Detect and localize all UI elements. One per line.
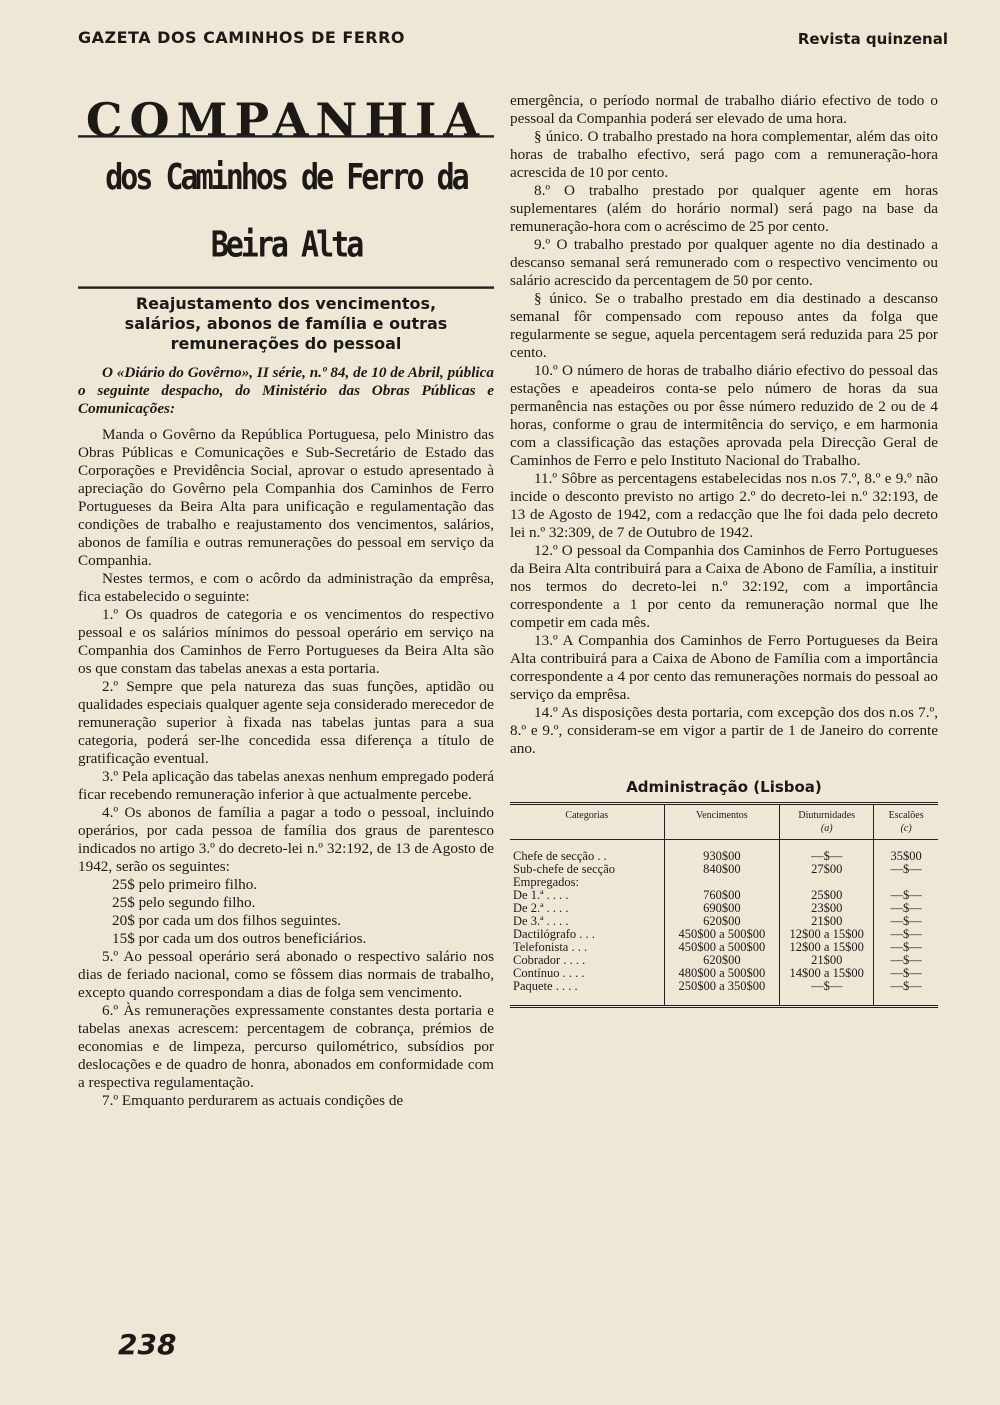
table-cell-diut: 27$00 <box>780 863 874 876</box>
table-cell-venc: 930$00 <box>664 840 780 864</box>
paragraph: 9.º O trabalho prestado por qualquer agente no dia destinado a descanso semanal será remunerado com o respectivo vencimento ou salário acrescido da percentagem de 50 por cento. <box>510 236 938 289</box>
paragraph: 4.º Os abonos de família a pagar a todo o pessoal, incluindo operários, por cada pessoa de família dos graus de parentesco indicados no artigo 3.º do decreto-lei n.º 32:192, de 13 de Agosto de 1942, serão os seguintes: <box>78 804 494 875</box>
paragraph: § único. O trabalho prestado na hora complementar, além das oito horas de trabalho efectivo, será pago com a remuneração-hora acrescida de 10 por cento. <box>510 128 938 181</box>
table-cell-diut: —$— <box>780 840 874 864</box>
allowance-item: 15$ por cada um dos outros beneficiários. <box>112 930 367 947</box>
table-cell-cat: Dactilógrafo . . . <box>513 927 595 941</box>
table-header-row <box>510 805 938 840</box>
table-title: Administração (Lisboa) <box>626 778 822 796</box>
table-cell-venc: 450$00 a 500$00 <box>664 941 780 954</box>
allowance-item: 25$ pelo primeiro filho. <box>112 876 258 893</box>
table-cell-esc: —$— <box>874 915 938 928</box>
table-cell-cat: De 1.ª . . . . <box>513 888 569 902</box>
table-cell-diut: 12$00 a 15$00 <box>780 928 874 941</box>
table-cell-venc: 250$00 a 350$00 <box>664 980 780 1005</box>
table-cell-esc: 35$00 <box>874 840 938 864</box>
page-number: 238 <box>118 1328 177 1361</box>
salary-table <box>510 805 938 1005</box>
paragraph: 13.º A Companhia dos Caminhos de Ferro Portugueses da Beira Alta contribuirá para a Caixa de Abono de Família com a importância correspondente a 4 por cento das remunerações normais do pessoal ao serviço da emprêsa. <box>510 632 938 703</box>
paragraph: 5.º Ao pessoal operário será abonado o respectivo salário nos dias de feriado nacional, como se fôssem dias normais de trabalho, excepto quando correspondam a dias de folga sem vencimento. <box>78 948 494 1001</box>
table-cell-esc: —$— <box>874 954 938 967</box>
paragraph: 6.º Às remunerações expressamente constantes desta portaria e tabelas anexas acrescem: percentagem de cobrança, prémios de economias e de limpeza, percurso quilométrico, subsídios por deslocações e de quadro de honra, abonados em conformidade com a respectiva regulamentação. <box>78 1002 494 1091</box>
table-cell-diut: 23$00 <box>780 902 874 915</box>
article-title-line1: COMPANHIA <box>85 93 487 147</box>
table-cell-cat: Empregados: <box>513 875 579 889</box>
table-cell-venc: 620$00 <box>664 915 780 928</box>
salary-table-frame <box>510 802 938 1008</box>
table-cell-cat: Chefe de secção . . <box>513 849 607 863</box>
article-intro: O «Diário do Govêrno», II série, n.º 84, de 10 de Abril, pública o seguinte despacho, do Ministério das Obras Públicas e Comunicações: <box>78 364 494 417</box>
allowance-item: 20$ por cada um dos filhos seguintes. <box>112 912 342 929</box>
table-cell-cat: De 2.ª . . . . <box>513 901 569 915</box>
paragraph: 7.º Emquanto perdurarem as actuais condições de <box>102 1092 404 1109</box>
publication-frequency: Revista quinzenal <box>797 30 948 48</box>
table-cell-esc: —$— <box>874 967 938 980</box>
table-cell-cat: Contínuo . . . . <box>513 966 585 980</box>
header-escaloes <box>874 805 938 840</box>
table-cell-esc: —$— <box>874 863 938 876</box>
paragraph: Nestes termos, e com o acôrdo da administração da emprêsa, fica estabelecido o seguinte: <box>78 570 494 605</box>
table-cell-diut: —$— <box>780 980 874 1005</box>
table-cell-diut: 25$00 <box>780 889 874 902</box>
header-diuturnidades-note: (a) <box>820 823 833 834</box>
table-cell-esc: —$— <box>874 889 938 902</box>
left-column <box>78 92 494 1110</box>
table-cell-esc: —$— <box>874 941 938 954</box>
paragraph: 14.º As disposições desta portaria, com excepção dos dos n.os 7.º, 8.º e 9.º, consideram-se em vigor a partir de 1 de Janeiro do corrente ano. <box>510 704 938 757</box>
paragraph: 2.º Sempre que pela natureza das suas funções, aptidão ou qualidades especiais qualquer agente seja considerado merecedor de remuneração superior à fixada nas tabelas juntas para a sua categoria, poderá ser-lhe concedida essa diferença a título de gratificação eventual. <box>78 678 494 767</box>
header-categorias: Categorias <box>510 805 664 840</box>
table-cell-esc: —$— <box>874 980 938 1005</box>
table-cell-venc: 760$00 <box>664 889 780 902</box>
table-cell-cat: De 3.ª . . . . <box>513 914 569 928</box>
table-cell-cat: Cobrador . . . . <box>513 953 586 967</box>
table-cell-venc: 620$00 <box>664 954 780 967</box>
paragraph: § único. Se o trabalho prestado em dia destinado a descanso semanal fôr compensado com repouso antes da folga que regularmente se segue, aquela percentagem será reduzida para 25 por cento. <box>510 290 938 361</box>
paragraph: 1.º Os quadros de categoria e os vencimentos do respectivo pessoal e os salários mínimos do pessoal operário em serviço na Companhia dos Caminhos de Ferro Portugueses da Beira Alta são os que constam das tabelas anexas a esta portaria. <box>78 606 494 677</box>
paragraph: Manda o Govêrno da República Portuguesa, pelo Ministro das Obras Públicas e Comunicações e Sub-Secretário de Estado das Corporações e Previdência Social, aprovar o estudo apresentado à apreciação do Govêrno pela Companhia dos Caminhos de Ferro Portugueses da Beira Alta para unificação e regulamentação das condições de trabalho e reajustamento dos vencimentos, salários, abonos de família e outras remunerações do pessoal em serviço da Companhia. <box>78 426 494 569</box>
table-cell-cat: Telefonista . . . <box>513 940 588 954</box>
table-cell-esc: —$— <box>874 902 938 915</box>
paragraph: 10.º O número de horas de trabalho diário efectivo do pessoal das estações e apeadeiros conta-se pelo número de horas da sua permanência nas estações ou por êsse número reduzido de 2 ou de 4 horas, conforme o grau de intermitência do serviço, e em harmonia com a classificação das estações aprovada pela Direcção Geral de Caminhos de Ferro e pelo Instituto Nacional do Trabalho. <box>510 362 938 469</box>
paragraph-continued: emergência, o período normal de trabalho diário efectivo de todo o pessoal da Companhia poderá ser elevado de uma hora. <box>510 92 938 127</box>
allowance-item: 25$ pelo segundo filho. <box>112 894 256 911</box>
table-cell-esc: —$— <box>874 928 938 941</box>
table-cell-venc: 450$00 a 500$00 <box>664 928 780 941</box>
table-cell-venc: 480$00 a 500$00 <box>664 967 780 980</box>
header-diuturnidades <box>780 805 874 840</box>
publication-title: GAZETA DOS CAMINHOS DE FERRO <box>78 28 406 47</box>
table-cell-diut: 14$00 a 15$00 <box>780 967 874 980</box>
table-cell-diut: 21$00 <box>780 954 874 967</box>
article-title-line2: dos Caminhos de Ferro da Beira Alta <box>78 135 494 289</box>
table-body <box>510 840 938 1006</box>
paragraph: 11.º Sôbre as percentagens estabelecidas nos n.os 7.º, 8.º e 9.º não incide o desconto previsto no artigo 2.º do decreto-lei n.º 32:193, de 13 de Agosto de 1942, com a redacção que lhe foi dada pelo decreto lei n.º 32:309, de 7 de Outubro de 1942. <box>510 470 938 541</box>
header-escaloes-note: (c) <box>900 823 912 834</box>
right-column <box>510 92 938 1008</box>
article-subtitle: Reajustamento dos vencimentos, salários, abonos de família e outras remunerações do pessoal <box>124 294 448 353</box>
table-cell-venc: 840$00 <box>664 863 780 876</box>
table-row <box>510 840 938 864</box>
paragraph: 3.º Pela aplicação das tabelas anexas nenhum empregado poderá ficar recebendo remuneração inferior à que actualmente percebe. <box>78 768 494 803</box>
paragraph: 12.º O pessoal da Companhia dos Caminhos de Ferro Portugueses da Beira Alta contribuirá para a Caixa de Abono de Família, a instituir nos termos do decreto-lei n.º 32:192, com a importância correspondente a 1 por cento da remuneração normal que lhe competir em cada mês. <box>510 542 938 631</box>
header-diuturnidades-label: Diuturnidades <box>798 810 856 821</box>
paragraph: 8.º O trabalho prestado por qualquer agente em horas suplementares (além do horário normal) será pago na base da remuneração-hora com o acréscimo de 25 por cento. <box>510 182 938 235</box>
table-cell-diut: 21$00 <box>780 915 874 928</box>
header-escaloes-label: Escalões <box>888 810 924 821</box>
table-cell-venc: 690$00 <box>664 902 780 915</box>
header-vencimentos: Vencimentos <box>664 805 780 840</box>
table-cell-cat: Sub-chefe de secção <box>513 862 616 876</box>
table-cell-cat: Paquete . . . . <box>513 979 578 993</box>
table-row <box>510 980 938 1005</box>
table-cell-diut: 12$00 a 15$00 <box>780 941 874 954</box>
